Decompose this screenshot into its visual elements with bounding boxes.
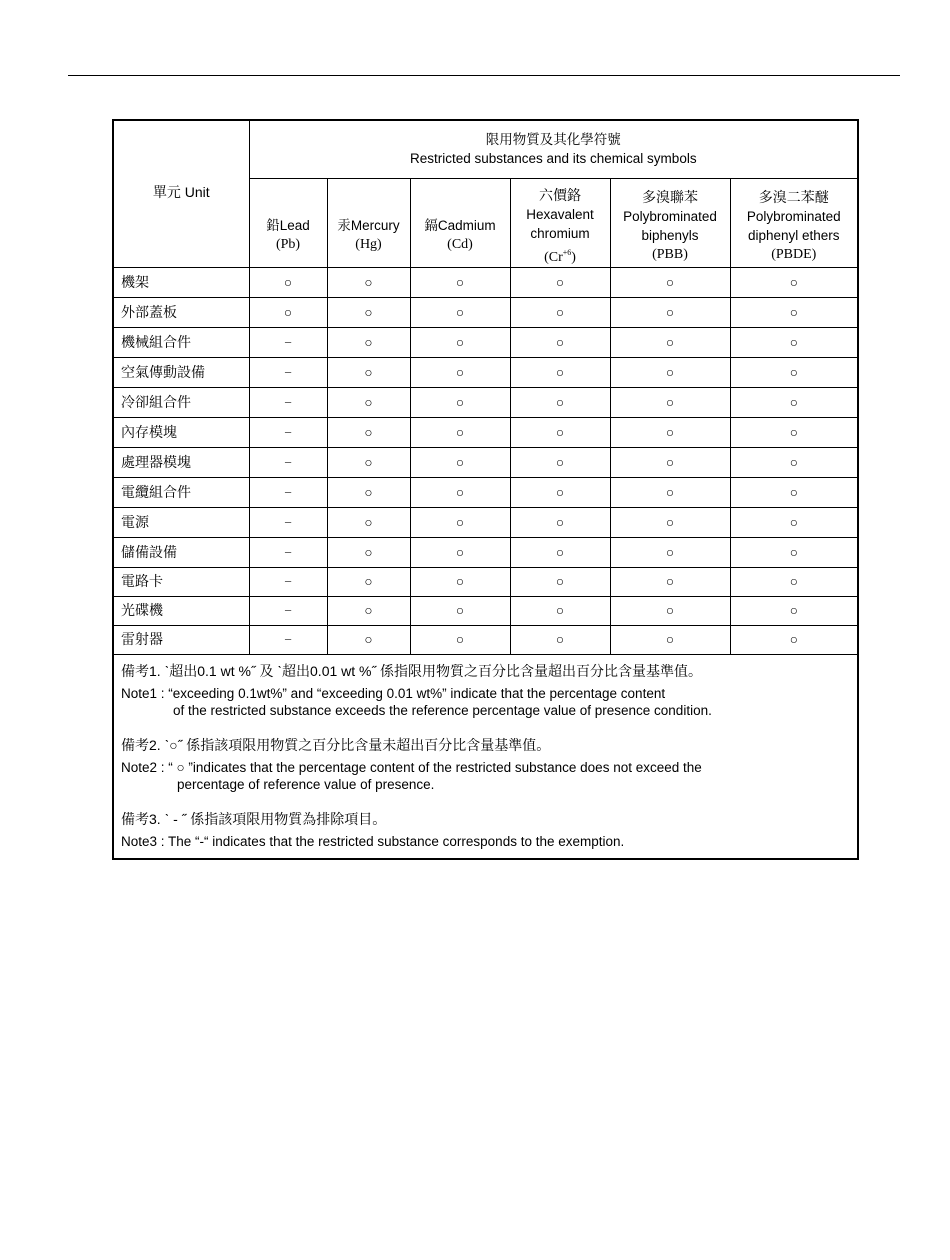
compliance-mark: ○ xyxy=(610,477,730,507)
substance-symbol: (PBDE) xyxy=(771,247,817,262)
compliance-mark: ○ xyxy=(610,567,730,596)
note2-cn: 備考2. ˋ○˝ 係指該項限用物質之百分比含量未超出百分比含量基準值。 xyxy=(121,736,551,753)
compliance-mark: ○ xyxy=(730,477,858,507)
component-name: 電源 xyxy=(113,507,249,537)
substance-en: diphenyl ethers xyxy=(747,228,840,243)
compliance-mark: ○ xyxy=(730,357,858,387)
compliance-mark: ○ xyxy=(410,267,510,297)
exemption-mark: − xyxy=(249,477,327,507)
exemption-mark: − xyxy=(249,567,327,596)
compliance-mark: ○ xyxy=(610,387,730,417)
substance-header-hexavalent-chromium xyxy=(510,178,610,267)
note3-en: Note3 : The “-“ indicates that the restricted substance corresponds to the exemption. xyxy=(121,833,625,849)
compliance-mark: ○ xyxy=(730,297,858,327)
substance-cn: 鎘 xyxy=(424,218,438,233)
substance-en: Hexavalent xyxy=(526,206,594,222)
compliance-mark: ○ xyxy=(510,625,610,654)
exemption-mark: − xyxy=(249,327,327,357)
substance-cn: 多溴聯苯 xyxy=(642,189,698,205)
header-rule xyxy=(68,75,900,76)
compliance-mark: ○ xyxy=(510,507,610,537)
table-row xyxy=(113,625,858,654)
compliance-mark: ○ xyxy=(249,297,327,327)
substance-en: biphenyls xyxy=(641,228,699,243)
compliance-mark: ○ xyxy=(410,596,510,625)
substance-en: Polybrominated xyxy=(746,209,841,224)
component-name: 光碟機 xyxy=(113,596,249,625)
table-row xyxy=(113,477,858,507)
compliance-mark: ○ xyxy=(610,625,730,654)
table-row xyxy=(113,297,858,327)
table-row xyxy=(113,327,858,357)
compliance-mark: ○ xyxy=(610,537,730,567)
compliance-mark: ○ xyxy=(510,357,610,387)
compliance-mark: ○ xyxy=(410,387,510,417)
compliance-mark: ○ xyxy=(610,327,730,357)
table-title xyxy=(249,120,858,178)
exemption-mark: − xyxy=(249,447,327,477)
compliance-mark: ○ xyxy=(610,267,730,297)
substance-en: Cadmium xyxy=(437,218,496,233)
substance-en: Mercury xyxy=(350,218,400,233)
compliance-mark: ○ xyxy=(327,267,410,297)
component-name: 處理器模塊 xyxy=(113,447,249,477)
compliance-mark: ○ xyxy=(610,447,730,477)
substance-en: Lead xyxy=(279,218,310,233)
table-row xyxy=(113,267,858,297)
compliance-mark: ○ xyxy=(410,477,510,507)
compliance-mark: ○ xyxy=(327,596,410,625)
compliance-mark: ○ xyxy=(410,417,510,447)
substance-header-mercury xyxy=(327,178,410,267)
compliance-mark: ○ xyxy=(327,327,410,357)
substance-cn: 多溴二苯醚 xyxy=(758,189,829,205)
table-row xyxy=(113,507,858,537)
note3-cn: 備考3. ˋ - ˝ 係指該項限用物質為排除項目。 xyxy=(121,810,387,827)
compliance-mark: ○ xyxy=(327,357,410,387)
component-name: 空氣傳動設備 xyxy=(113,357,249,387)
compliance-mark: ○ xyxy=(610,417,730,447)
compliance-mark: ○ xyxy=(327,387,410,417)
compliance-mark: ○ xyxy=(327,447,410,477)
component-name: 機架 xyxy=(113,267,249,297)
component-name: 儲備設備 xyxy=(113,537,249,567)
compliance-mark: ○ xyxy=(730,417,858,447)
component-name: 內存模塊 xyxy=(113,417,249,447)
compliance-mark: ○ xyxy=(510,297,610,327)
compliance-mark: ○ xyxy=(410,447,510,477)
compliance-mark: ○ xyxy=(610,507,730,537)
note2-en: Note2 : “ ○ ”indicates that the percentage content of the restricted substance does not exceed the percentage of reference value of presence. xyxy=(121,759,702,792)
substance-en: chromium xyxy=(530,225,590,241)
compliance-mark: ○ xyxy=(510,327,610,357)
exemption-mark: − xyxy=(249,596,327,625)
compliance-mark: ○ xyxy=(510,567,610,596)
compliance-mark: ○ xyxy=(730,507,858,537)
substance-symbol: $(Cr^{+6})$ xyxy=(544,247,576,265)
substance-en: Polybrominated xyxy=(623,209,717,224)
compliance-mark: ○ xyxy=(610,357,730,387)
substance-cn: 汞 xyxy=(337,218,351,233)
compliance-mark: ○ xyxy=(730,387,858,417)
compliance-mark: ○ xyxy=(327,417,410,447)
substance-symbol: (Hg) xyxy=(355,237,382,252)
compliance-mark: ○ xyxy=(730,267,858,297)
compliance-mark: ○ xyxy=(510,447,610,477)
compliance-mark: ○ xyxy=(327,567,410,596)
compliance-mark: ○ xyxy=(510,537,610,567)
component-name: 冷卻組合件 xyxy=(113,387,249,417)
component-name: 雷射器 xyxy=(113,625,249,654)
compliance-mark: ○ xyxy=(730,567,858,596)
compliance-mark: ○ xyxy=(327,537,410,567)
substance-cn: 六價鉻 xyxy=(539,186,581,203)
compliance-mark: ○ xyxy=(410,537,510,567)
compliance-mark: ○ xyxy=(730,625,858,654)
notes-cell xyxy=(113,654,858,859)
compliance-mark: ○ xyxy=(730,596,858,625)
note1-en: Note1 : “exceeding 0.1wt%” and “exceeding 0.01 wt%” indicate that the percentage content of the restricted substance exceeds the reference percentage value of presence condition. xyxy=(121,685,712,718)
compliance-mark: ○ xyxy=(510,267,610,297)
component-name: 電纜組合件 xyxy=(113,477,249,507)
substance-cn: 鉛 xyxy=(266,218,280,233)
compliance-mark: ○ xyxy=(410,297,510,327)
table-row xyxy=(113,417,858,447)
compliance-mark: ○ xyxy=(510,387,610,417)
substance-header-pbb xyxy=(610,178,730,267)
compliance-mark: ○ xyxy=(510,596,610,625)
exemption-mark: − xyxy=(249,357,327,387)
table-row xyxy=(113,357,858,387)
component-name: 電路卡 xyxy=(113,567,249,596)
substance-symbol: (Cd) xyxy=(447,237,473,252)
compliance-mark: ○ xyxy=(410,625,510,654)
substance-symbol: (PBB) xyxy=(652,247,688,262)
compliance-mark: ○ xyxy=(510,417,610,447)
exemption-mark: − xyxy=(249,417,327,447)
exemption-mark: − xyxy=(249,387,327,417)
compliance-mark: ○ xyxy=(610,297,730,327)
compliance-mark: ○ xyxy=(510,477,610,507)
table-row xyxy=(113,447,858,477)
restricted-substances-table xyxy=(112,119,859,860)
table-row xyxy=(113,596,858,625)
unit-header: 單元 Unit xyxy=(113,120,249,267)
compliance-mark: ○ xyxy=(327,477,410,507)
component-name: 外部蓋板 xyxy=(113,297,249,327)
compliance-mark: ○ xyxy=(410,507,510,537)
compliance-mark: ○ xyxy=(610,596,730,625)
substance-symbol: (Pb) xyxy=(275,237,301,252)
notes-row xyxy=(113,654,858,859)
exemption-mark: − xyxy=(249,625,327,654)
compliance-mark: ○ xyxy=(730,327,858,357)
compliance-mark: ○ xyxy=(730,537,858,567)
compliance-mark: ○ xyxy=(327,625,410,654)
compliance-mark: ○ xyxy=(249,267,327,297)
table-row xyxy=(113,537,858,567)
compliance-mark: ○ xyxy=(410,567,510,596)
compliance-mark: ○ xyxy=(730,447,858,477)
compliance-mark: ○ xyxy=(327,507,410,537)
note1-cn: 備考1. ˋ超出0.1 wt %˝ 及 ˋ超出0.01 wt %˝ 係指限用物質之百分比含量超出百分比含量基準值。 xyxy=(121,662,703,679)
compliance-mark: ○ xyxy=(410,327,510,357)
table-title-en: Restricted substances and its chemical symbols xyxy=(409,151,697,167)
component-name: 機械組合件 xyxy=(113,327,249,357)
compliance-mark: ○ xyxy=(410,357,510,387)
exemption-mark: − xyxy=(249,537,327,567)
compliance-mark: ○ xyxy=(327,297,410,327)
substance-header-cadmium xyxy=(410,178,510,267)
table-title-cn: 限用物質及其化學符號 xyxy=(485,132,621,148)
exemption-mark: − xyxy=(249,507,327,537)
substance-header-lead xyxy=(249,178,327,267)
substance-header-pbde xyxy=(730,178,858,267)
table-row xyxy=(113,567,858,596)
table-row xyxy=(113,387,858,417)
